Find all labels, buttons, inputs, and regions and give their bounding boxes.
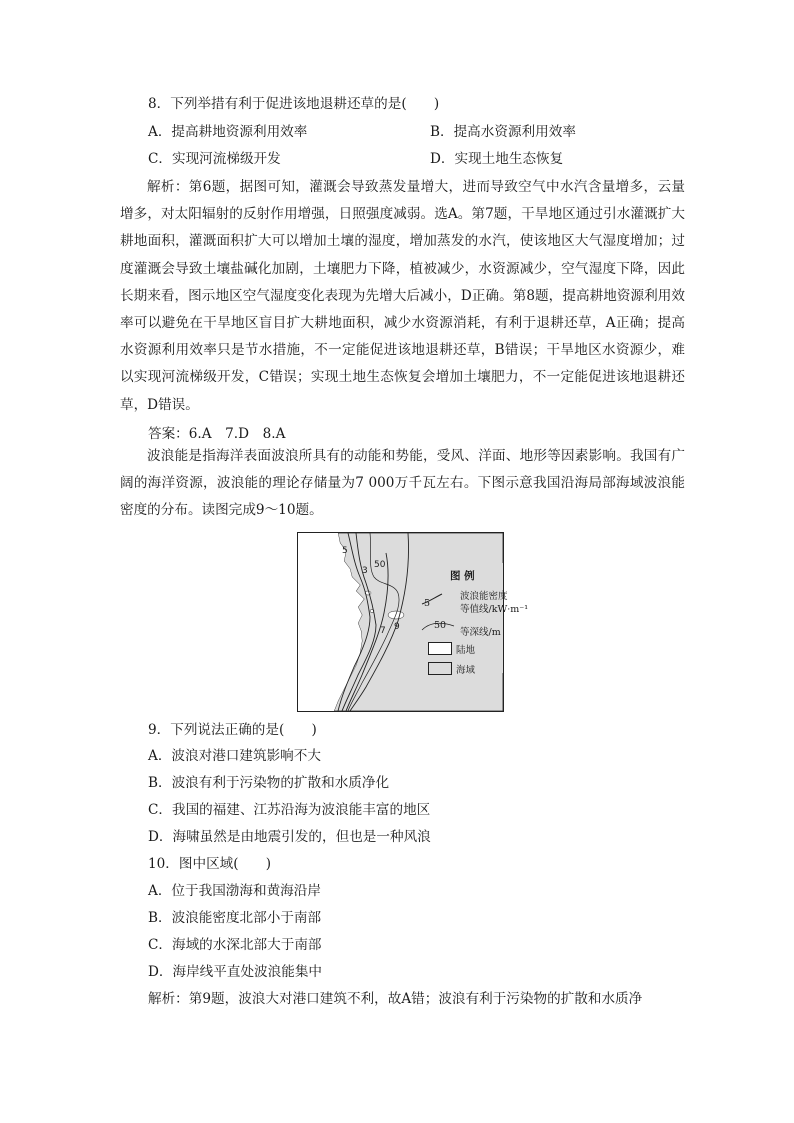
legend-land-label: 陆地 [456, 645, 476, 656]
legend-energy-label-1: 波浪能密度 [460, 591, 508, 602]
legend-land-swatch [428, 642, 452, 655]
q9-stem: 9．下列说法正确的是( ) [148, 722, 317, 738]
q9-option-c: C．我国的福建、江苏沿海为波浪能丰富的地区 [148, 802, 431, 818]
answer-6-8: 答案：6.A 7.D 8.A [148, 426, 286, 442]
q10-option-a: A．位于我国渤海和黄海沿岸 [148, 883, 321, 899]
analysis-9-10: 解析：第9题，波浪大对港口建筑不利，故A错；波浪有利于污染物的扩散和水质净 [148, 991, 643, 1007]
map-legend [420, 568, 580, 678]
legend-title: 图 例 [450, 570, 475, 582]
contour-label: 9 [394, 622, 400, 632]
analysis-6-8: 解析：第6题，据图可知，灌溉会导致蒸发量增大，进而导致空气中水汽含量增多，云量增多，对太阳辐射的反射作用增强，日照强度减弱。选A。第7题，干旱地区通过引水灌溉扩大耕地面积，灌溉面积扩大可以增加土壤的湿度，增加蒸发的水汽，使该地区大气湿度增加；过度灌溉会导致土壤盐碱化加剧，土壤肥力下降，植被减少，水资源减少，空气湿度下降，因此长期来看，图示地区空气湿度变化表现为先增大后减小，D正确。第8题，提高耕地资源利用效率可以避免在干旱地区盲目扩大耕地面积，减少水资源消耗，有利于退耕还草，A正确；提高水资源利用效率只是节水措施，不一定能促进该地退耕还草，B错误；干旱地区水资源少，难以实现河流梯级开发，C错误；实现土地生态恢复会增加土壤肥力，不一定能促进该地退耕还草，D错误。 [120, 179, 685, 413]
legend-sea-swatch [428, 662, 452, 675]
q10-option-b: B．波浪能密度北部小于南部 [148, 910, 322, 926]
contour-label: 50 [374, 560, 386, 570]
contour-label: 3 [362, 566, 368, 576]
q8-option-b: B．提高水资源利用效率 [430, 124, 576, 140]
q10-option-d: D．海岸线平直处波浪能集中 [148, 964, 323, 980]
q9-option-d: D．海啸虽然是由地震引发的，但也是一种风浪 [148, 829, 431, 845]
q8-option-a: A．提高耕地资源利用效率 [148, 124, 308, 140]
q10-stem: 10．图中区域( ) [148, 856, 272, 872]
legend-depth-label: 等深线/m [460, 627, 501, 638]
legend-energy-value: 5 [424, 598, 431, 609]
q9-option-a: A．波浪对港口建筑影响不大 [148, 748, 321, 764]
q8-option-d: D．实现土地生态恢复 [430, 151, 564, 167]
contour-label: 5 [342, 546, 348, 556]
contour-label: 7 [380, 626, 386, 636]
legend-depth-value: 50 [434, 620, 447, 631]
q8-stem: 8．下列举措有利于促进该地退耕还草的是( ) [148, 96, 440, 112]
legend-energy-label-2: 等值线/kW·m⁻¹ [460, 604, 529, 615]
q10-option-c: C．海域的水深北部大于南部 [148, 937, 322, 953]
intro-paragraph: 波浪能是指海洋表面波浪所具有的动能和势能，受风、洋面、地形等因素影响。我国有广阔的海洋资源，波浪能的理论存储量为7 000万千瓦左右。下图示意我国沿海局部海域波浪能密度的分布。读图完成9～10题。 [120, 448, 685, 519]
q8-option-c: C．实现河流梯级开发 [148, 151, 281, 167]
legend-sea-label: 海域 [456, 665, 476, 676]
q9-option-b: B．波浪有利于污染物的扩散和水质净化 [148, 775, 390, 791]
